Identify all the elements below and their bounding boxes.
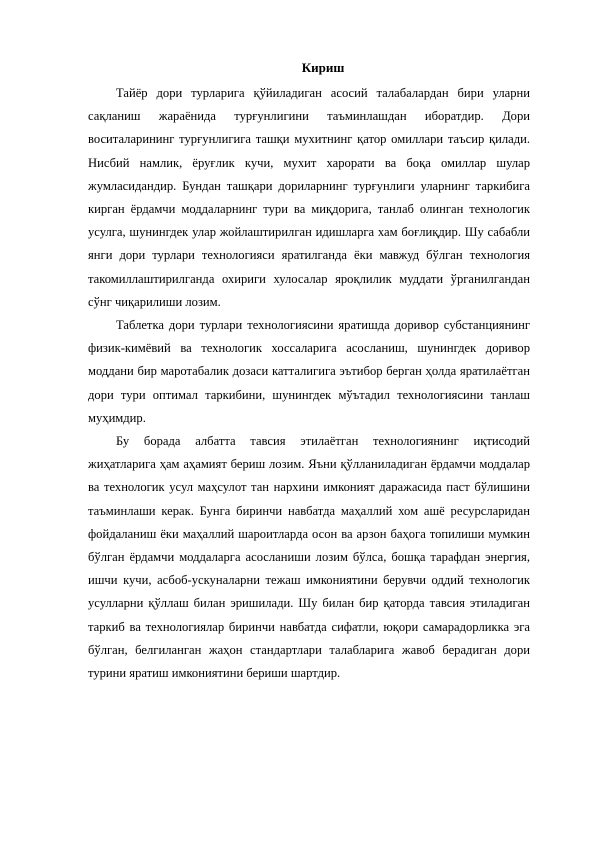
document-body	[88, 56, 530, 685]
page-title: Кириш	[301, 60, 345, 75]
paragraph-3: Бу борада албатта тавсия этилаётган технологиянинг иқтисодий жиҳатларига ҳам аҳамият бериш лозим. Яъни қўлланиладиган ёрдамчи моддалар ва технологик усул маҳсулот тан нархини имконият даражасида паст бўлишини таъминлаши керак. Бунга биринчи навбатда маҳаллий хом ашё ресурсларидан фойдаланиш ёки маҳаллий шароитларда осон ва арзон баҳога топилиши мумкин бўлган ёрдамчи моддаларга асосланиши лозим бўлса, бошқа тарафдан энергия, ишчи кучи, асбоб-ускуналарни тежаш имкониятини берувчи оддий технологик усулларни қўллаш билан эришилади. Шу билан бир қаторда тавсия этиладиган таркиб ва технологиялар биринчи навбатда сифатли, юқори самарадорликка эга бўлган, белгиланган жаҳон стандартлари талабларига жавоб берадиган дори турини яратиш имкониятини бериши шартдир.	[88, 434, 530, 681]
paragraph-2: Таблетка дори турлари технологиясини яратишда доривор субстанциянинг физик-кимёвий ва технологик хоссаларига асосланиш, шунингдек доривор моддани бир маротабалик дозаси катталигига эътибор берган ҳолда яратилаётган дори тури оптимал таркибини, шунингдек мўътадил технологиясини танлаш муҳимдир.	[88, 318, 530, 425]
paragraph-1: Тайёр дори турларига қўйиладиган асосий талабалардан бири уларни сақланиш жараёнида турғунлигини таъминлашдан иборатдир. Дори воситаларининг турғунлигига ташқи мухитнинг қатор омиллари таъсир қилади. Нисбий намлик, ёруғлик кучи, мухит харорати ва боқа омиллар шулар жумласидандир. Бундан ташқари дориларнинг турғунлиги уларнинг таркибига кирган ёрдамчи моддаларнинг тури ва миқдорига, танлаб олинган технологик усулга, шунингдек улар жойлаштирилган идишларга хам боғлиқдир. Шу сабабли янги дори турлари технологияси яратилганда ёки мавжуд бўлган технология такомиллаштирилганда охириги хулосалар яроқлилик муддати ўрганилгандан сўнг чиқарилиши лозим.	[88, 86, 530, 309]
